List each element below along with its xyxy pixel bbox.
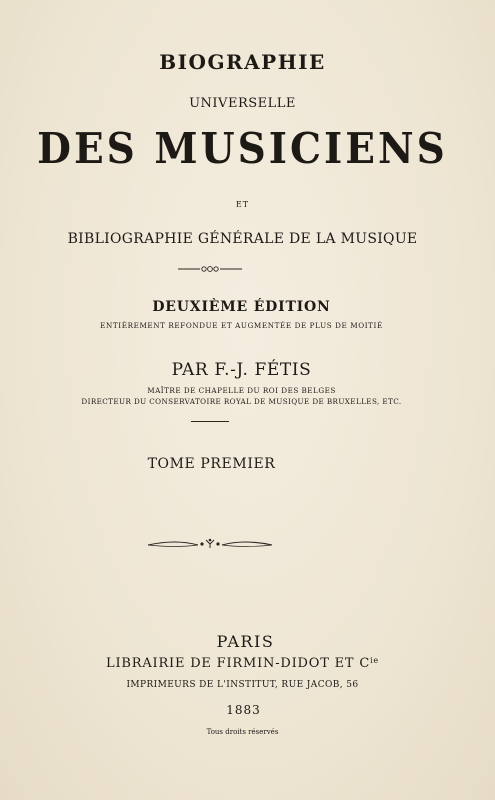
title-biographie: BIOGRAPHIE [159,50,326,74]
publisher-name: LIBRAIRIE DE FIRMIN-DIDOT ET C [106,656,371,671]
title-des-musiciens: DES MUSICIENS [37,124,448,174]
title-bibliographie: BIBLIOGRAPHIE GÉNÉRALE DE LA MUSIQUE [67,231,418,247]
publisher-suffix: ie [370,656,379,665]
edition-note: ENTIÈREMENT REFONDUE ET AUGMENTÉE DE PLUS DE MOITIÉ [100,321,383,330]
small-ornament-icon [178,263,242,275]
author-title-2: DIRECTEUR DU CONSERVATOIRE ROYAL DE MUSIQUE DE BRUXELLES, ETC. [81,397,402,406]
publication-year: 1883 [226,703,261,717]
publication-city: PARIS [216,632,275,651]
rights-notice: Tous droits réservés [206,728,279,736]
title-et: ET [235,200,250,209]
author-title-1: MAÎTRE DE CHAPELLE DU ROI DES BELGES [147,386,336,395]
edition-heading: DEUXIÈME ÉDITION [152,299,331,315]
short-rule [191,421,229,422]
author-name: PAR F.-J. FÉTIS [171,360,312,380]
title-universelle: UNIVERSELLE [189,96,296,111]
printer-line: IMPRIMEURS DE L'INSTITUT, RUE JACOB, 56 [126,680,359,690]
publisher-line [0,657,490,670]
volume-label: TOME PREMIER [147,456,276,472]
flourish-ornament-icon [146,536,274,552]
